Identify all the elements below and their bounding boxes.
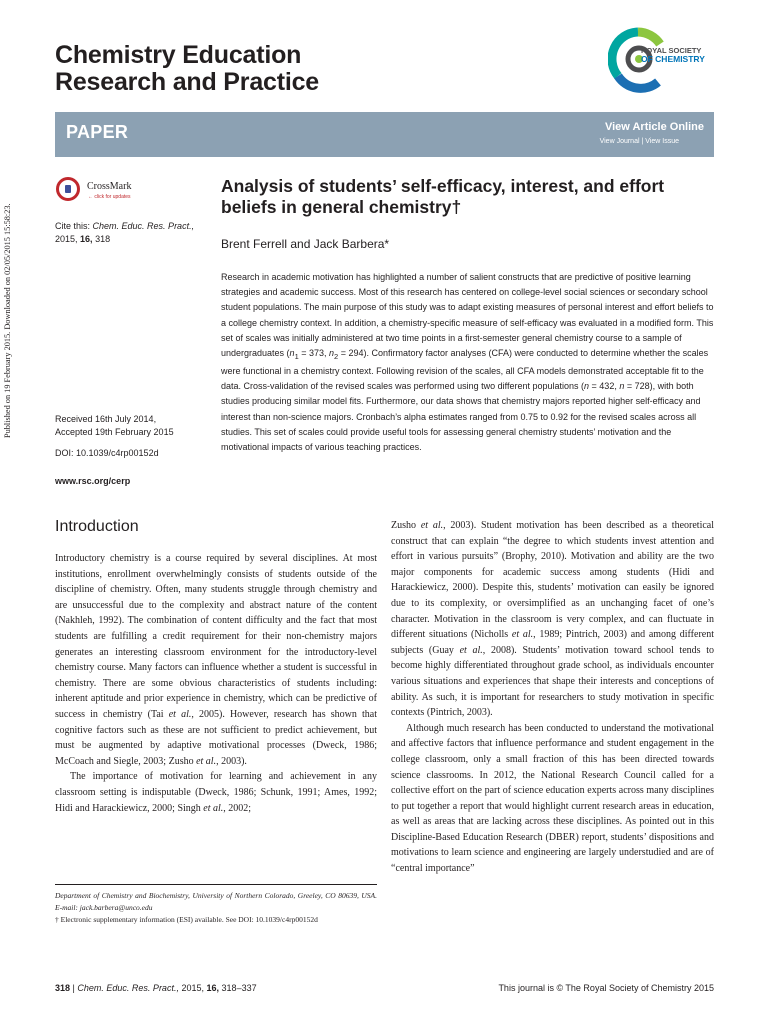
body-column-left bbox=[55, 551, 377, 816]
view-journal-link[interactable]: View Journal bbox=[599, 138, 640, 145]
footer-separator: | bbox=[72, 983, 75, 993]
abstract-text: Research in academic motivation has highlighted a number of salient constructs that are predictive of positive learning strategies and academic success. Most of this research has centered on college-level social sciences or secondary school student populations. The main purpose of this study was to adapt existing measures of personal interest and effort beliefs to a college chemistry context. In addition, a chemistry-specific measure of self-efficacy was evaluated in a modified form. This set of scales was initially administered at two time points in a first-semester general chemistry course to a sample of undergraduates ($n_1 = 373$, $n_2 = 294$). Confirmatory factor analyses (CFA) were conducted to determine whether the scales were functional in a chemistry context. Following revision of the scales, all CFA models demonstrated acceptable fit to the data. Cross-validation of the revised scales was performed using two different populations (n = 432, n = 728), with both studies producing similar model fits. Furthermore, our data shows that chemistry majors reported higher self-efficacy and interest than non-science majors. Cronbach’s alpha estimates ranged from 0.75 to 0.92 for the revised scales across all studies. This set of scales could provide useful tools for assessing general chemistry students’ motivation and the motivational impacts of various teaching practices. bbox=[221, 272, 714, 453]
affiliation-footnote: Department of Chemistry and Biochemistry, University of Northern Colorado, Greeley, CO 80639, USA. E-mail: jack.barbera@unco.edu bbox=[55, 891, 377, 912]
view-article-online-link[interactable]: View Article Online bbox=[604, 121, 704, 133]
cite-prefix: Cite this: bbox=[55, 221, 91, 231]
view-issue-link[interactable]: View Issue bbox=[645, 138, 679, 145]
received-date: Received 16th July 2014, bbox=[55, 414, 157, 424]
cite-page: 318 bbox=[95, 234, 111, 244]
rsc-logo-line2: OF CHEMISTRY bbox=[641, 54, 705, 64]
crossmark-badge[interactable] bbox=[55, 175, 135, 209]
section-heading-introduction: Introduction bbox=[55, 518, 139, 535]
page-number: 318 bbox=[55, 983, 71, 993]
article-type-label: PAPER bbox=[66, 122, 129, 142]
page-footer-left bbox=[55, 983, 257, 993]
article-title: Analysis of students’ self-efficacy, interest, and effort beliefs in general chemistry† bbox=[221, 176, 665, 217]
crossmark-label: CrossMark bbox=[87, 181, 132, 192]
footnote-divider bbox=[55, 884, 377, 885]
journal-title-line2: Research and Practice bbox=[55, 68, 320, 96]
body-paragraph: Introductory chemistry is a course required by several disciplines. At most institutions, enrollment overwhelmingly consists of students outside of the discipline of chemistry. Often, many students struggle through chemistry and are unsuccessful due to the complexity and abstract nature of the content (Nakhleh, 1992). The combination of content difficulty and the fact that most students are fulfilling a credit requirement for their non-chemistry majors generates an interesting classroom environment for the introductory-level chemistry course. Many factors can influence whether a student is successful in chemistry. There are some obvious characteristics of students including: inherent aptitude and prior experience in chemistry, which can be predictive of success in chemistry (Tai et al., 2005). However, research has shown that cognitive factors such as these are not sufficient to predict achievement, but must be augmented by adaptive motivational processes (Dweck, 1986; McCoach and Siegle, 2003; Zusho et al., 2003). bbox=[55, 553, 378, 767]
body-paragraph: The importance of motivation for learning and achievement in any classroom setting is indisputable (Dweck, 1986; Schunk, 1991; Ames, 1992; Hidi and Harackiewicz, 2000; Singh et al., 2002; bbox=[55, 771, 377, 814]
journal-website-link[interactable]: www.rsc.org/cerp bbox=[55, 476, 131, 486]
crossmark-sub: ← click for updates bbox=[88, 194, 131, 200]
footer-year: 2015, bbox=[181, 983, 204, 993]
cite-year: 2015, bbox=[55, 234, 78, 244]
doi: DOI: 10.1039/c4rp00152d bbox=[55, 448, 159, 458]
esi-footnote: † Electronic supplementary information (ESI) available. See DOI: 10.1039/c4rp00152d bbox=[55, 915, 318, 924]
rsc-logo-line1: ROYAL SOCIETY bbox=[641, 46, 702, 55]
dates-block bbox=[55, 413, 210, 439]
footnotes bbox=[55, 890, 377, 926]
body-paragraph: Zusho et al., 2003). Student motivation has been described as a theoretical construct that can explain “the degree to which students invest attention and effort in various pursuits” (Brophy, 2010). Motivation and ability are the two major components for academic success among students (Hidi and Harackiewicz, 2000). Despite this, students’ motivation can easily be ignored due to its complexity, or oversimplified as an unchanging facet of one’s character. Motivation in the classroom is very complex, and can fluctuate in different situations (Nicholls et al., 1989; Pintrich, 2003) and among different subjects (Guay et al., 2008). Students’ motivation toward school tends to become highly differentiated throughout grade school, as individuals encounter various situations and experiences that shape their interests and conceptions of ability. As such, it is important for researchers to study motivation in specific contexts (Pintrich, 2003). bbox=[391, 520, 714, 719]
cite-journal: Chem. Educ. Res. Pract., bbox=[92, 221, 195, 231]
citation-block bbox=[55, 220, 205, 246]
journal-title bbox=[55, 42, 319, 96]
rsc-logo-text bbox=[641, 46, 705, 64]
footer-volume: 16, bbox=[206, 983, 220, 993]
journal-title-line1: Chemistry Education bbox=[55, 41, 302, 69]
crossmark-icon bbox=[56, 177, 80, 201]
footer-journal: Chem. Educ. Res. Pract., bbox=[77, 983, 179, 993]
rsc-logo bbox=[608, 24, 718, 94]
banner-separator: | bbox=[641, 138, 644, 145]
article-type-banner bbox=[55, 112, 714, 157]
banner-sublinks bbox=[600, 138, 679, 145]
abstract bbox=[221, 270, 714, 455]
cite-volume: 16, bbox=[80, 234, 93, 244]
footer-pages: 318–337 bbox=[221, 983, 257, 993]
body-column-right bbox=[391, 518, 714, 877]
body-paragraph: Although much research has been conducted to understand the motivational and affective factors that influence performance and student engagement in the college classroom, only a small fraction of this has been directed towards science classrooms. In 2012, the National Research Council called for a collective effort on the part of science education experts across many disciplines to put together a report that would highlight current research areas in education, as well as areas that are lacking across these disciplines. As pointed out in this Discipline-Based Education Research (DBER) report, students’ dispositions and motivations to learn science and engineering are largely understudied and are of “central importance” bbox=[391, 722, 714, 875]
accepted-date: Accepted 19th February 2015 bbox=[55, 427, 174, 437]
authors: Brent Ferrell and Jack Barbera* bbox=[221, 237, 390, 251]
publication-side-note: Published on 19 February 2015. Downloaded on 02/05/2015 15:58:23. bbox=[3, 203, 12, 438]
copyright-notice: This journal is © The Royal Society of Chemistry 2015 bbox=[498, 983, 714, 993]
